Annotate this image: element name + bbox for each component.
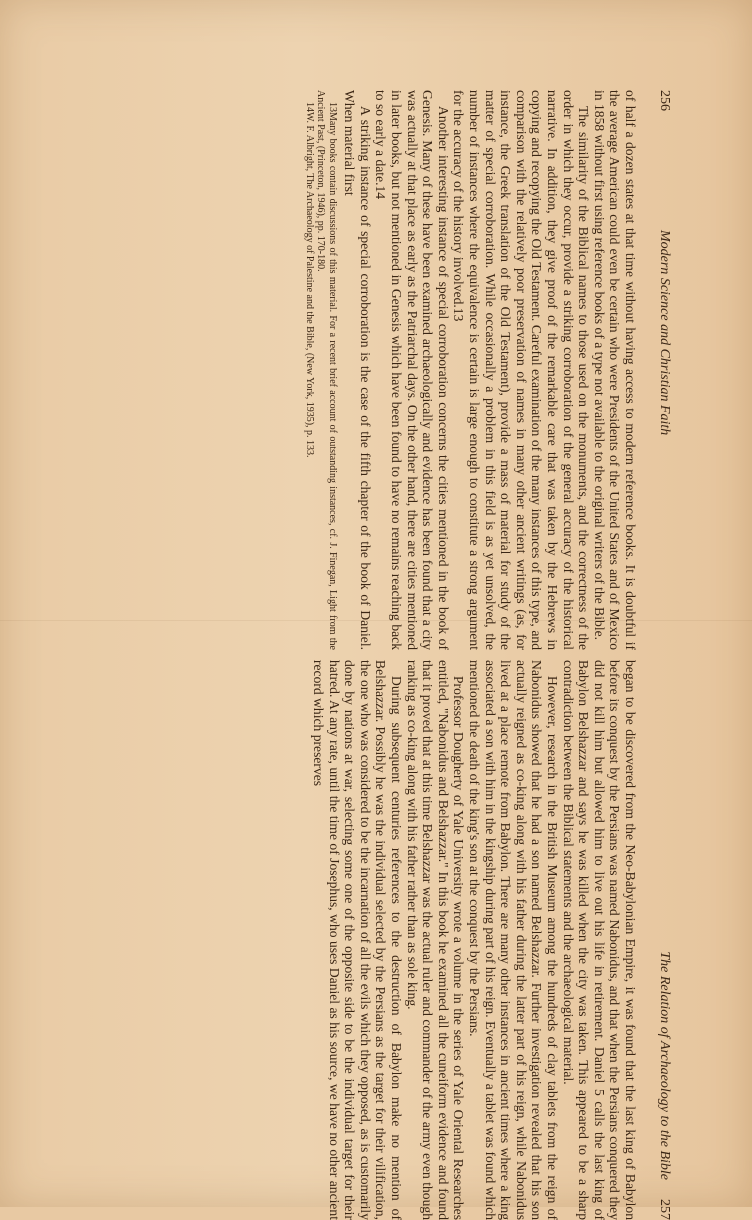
left-paragraph-2: The similarity of the Biblical names to those used on the monuments, and the correctness of the order in which they occur, provide a striking corroboration of the general accuracy of the historical narrative. In addition, they give proof of the remarkable care that was taken by the Hebrews in copying and recopying the Old Testament. Careful examination of the many instances of this type, and comparison with the relatively poor preservation of names in many other ancient writings (as, for instance, the Greek translation of the Old Testament), provide a mass of material for study of the matter of special corroboration. While occasionally a problem in this field is as yet unsolved, the number of instances where the equivalence is certain is large enough to constitute a strong argument for the accuracy of the history involved.13	[451, 90, 592, 650]
right-paragraph-3: Professor Dougherty of Yale University wrote a volume in the series of Yale Oriental Researches entitled, "Nabonidus and Belshazzar." In this book he examined all the cuneiform evidence and found that it proved that at this time Belshazzar was the actual ruler and commander of the army even though ranking as co-king along with his father rather than as sole king.	[404, 660, 467, 1220]
left-paragraph-3: Another interesting instance of special corroboration concerns the cities mentioned in the book of Genesis. Many of these have been examined archaeologically and evidence has been found that a city was actually at that place as early as the Patriarchal days. On the other hand, there are cities mentioned in later books, but not mentioned in Genesis which have been found to have no remains reaching back to so early a date.14	[373, 90, 451, 650]
right-page	[0, 660, 752, 1220]
right-paragraph-2: However, research in the British Museum among the hundreds of clay tablets from the reign of Nabonidus showed that he had a son named Belshazzar. Further investigation revealed that his son actually reigned as co-king along with his father during the latter part of his reign, while Nabonidus lived at a place remote from Babylon. There are many other instances in ancient times where a king associated a son with him in the kingship during part of his reign. Eventually a tablet was found which mentioned the death of the king's son at the conquest by the Persians.	[467, 660, 561, 1220]
left-body-text	[303, 90, 638, 650]
left-page	[0, 90, 752, 650]
left-paragraph-4: A striking instance of special corroboration is the case of the fifth chapter of the book of Daniel. When material first	[342, 90, 373, 650]
left-footnotes	[303, 90, 338, 650]
left-paragraph-1: of half a dozen states at that time without having access to modern reference books. It is doubtful if the average American could even be certain who were Presidents of the United States and of Mexico in 1858 without first using reference books of a type not available to the original writers of the Bible.	[591, 90, 638, 650]
left-page-header	[652, 90, 672, 650]
page-fold	[0, 620, 752, 621]
left-running-head: Modern Science and Christian Faith	[657, 230, 672, 436]
footnote-14: 14W. F. Albright, The Archaeology of Palestine and the Bible, (New York, 1935), p. 133.	[303, 102, 315, 458]
right-body-text	[311, 660, 638, 1220]
right-paragraph-4: During subsequent centuries references to the destruction of Babylon make no mention of Belshazzar. Possibly he was the individual selected by the Persians as the target for their vilification, the one who was considered to be the incarnation of all the evils which they opposed, as is customarily done by nations at war, selecting some one of the opposite side to be the individual target for their hatred. At any rate, until the time of Josephus, who uses Daniel as his source, we have no other ancient record which preserves	[311, 660, 405, 1220]
left-page-number: 256	[657, 90, 672, 111]
footnote-13: 13Many books contain discussions of this material. For a recent brief account of outstanding instances, cf. J. Finegan, Light from the Ancient Past, (Princeton, 1946), pp. 170-180.	[315, 90, 338, 650]
right-running-head: The Relation of Archaeology to the Bible	[657, 951, 672, 1180]
right-page-header	[652, 660, 672, 1220]
right-page-number: 257	[657, 1199, 672, 1220]
right-paragraph-1: began to be discovered from the Neo-Babylonian Empire, it was found that the last king of Babylon before its conquest by the Persians was named Nabonidus, and that when the Persians conquered they did not kill him but allowed him to live out his life in retirement. Daniel 5 calls the last king of Babylon Belshazzar and says he was killed when the city was taken. This appeared to be a sharp contradiction between the Biblical statements and the archaeological material.	[560, 660, 638, 1220]
